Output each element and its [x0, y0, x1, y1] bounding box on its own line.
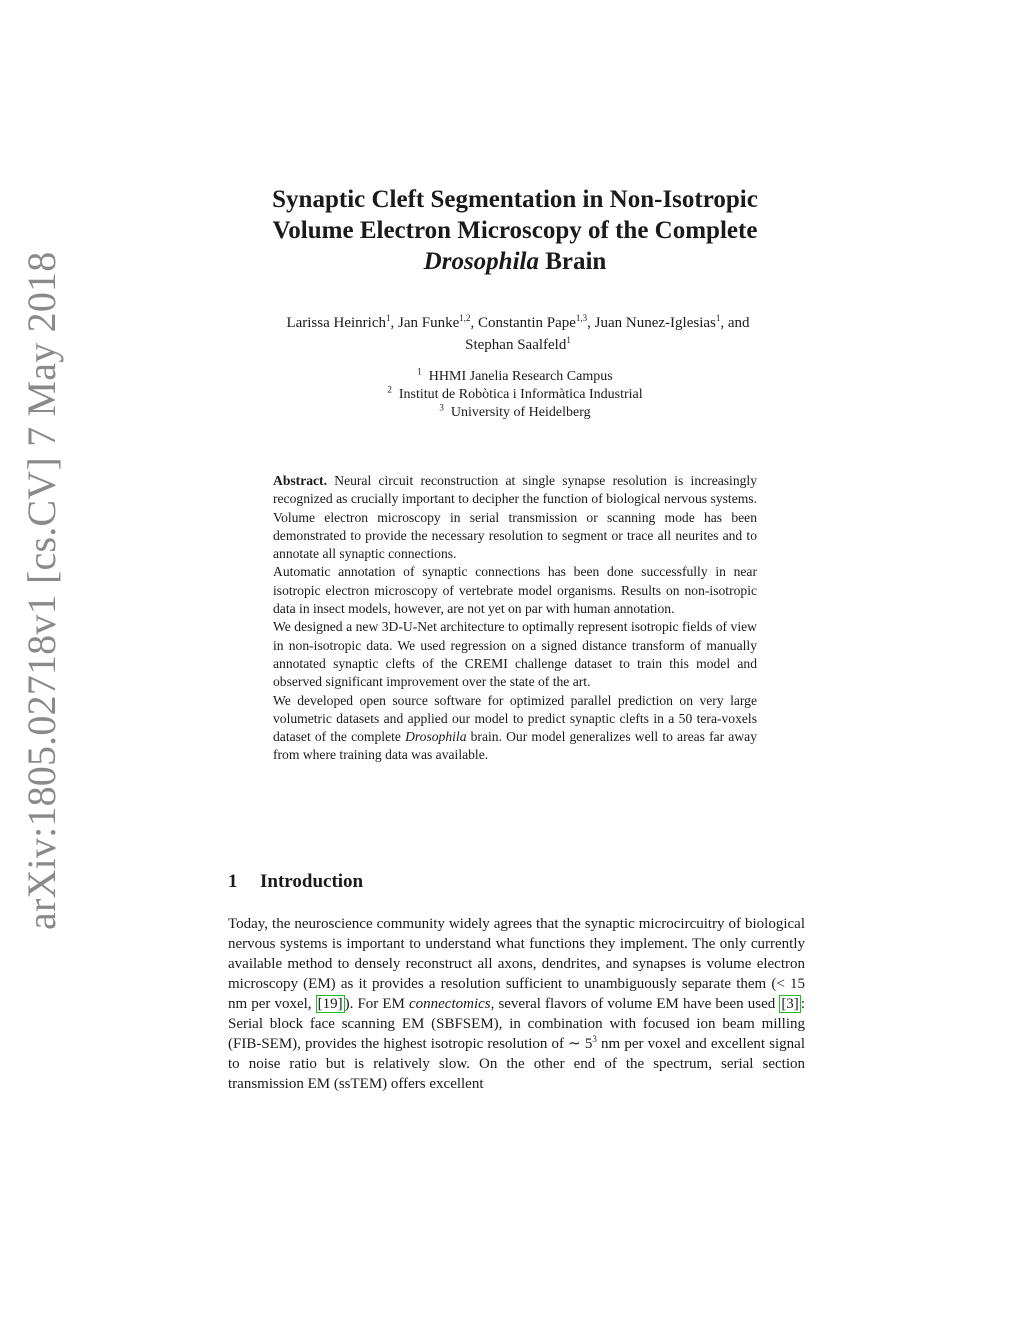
author-list: [218, 312, 818, 356]
section-number: 1: [228, 871, 238, 892]
abstract-label: Abstract.: [273, 473, 327, 488]
intro-body: [228, 914, 805, 1094]
author-name: , Jan Funke: [390, 315, 460, 331]
affiliation-name: Institut de Robòtica i Informàtica Industrial: [398, 387, 643, 402]
affiliation-number: 2: [387, 384, 392, 395]
author-name: Stephan Saalfeld: [465, 337, 567, 353]
title-line-1: Synaptic Cleft Segmentation in Non-Isotropic: [272, 186, 758, 213]
author-conjunction: , and: [720, 315, 750, 331]
intro-text: nm per voxel and excellent signal to noise ratio but is relatively slow. On the other end of the spectrum, serial section transmission EM (ssTEM) offers excellent: [228, 1036, 805, 1092]
abstract-species: Drosophila: [405, 729, 467, 745]
exponent: 3: [592, 1034, 597, 1044]
intro-text: , several flavors of volume EM have been used: [490, 996, 780, 1012]
affiliation: [300, 404, 730, 422]
intro-text: : Serial block face scanning EM (SBFSEM), in combination with focused ion beam milling (FIB-SEM), provides the highest isotropic resolution of ∼ 5: [228, 996, 805, 1052]
author-name: , Constantin Pape: [470, 315, 576, 331]
abstract-paragraph: [273, 692, 757, 765]
author-name: Larissa Heinrich: [286, 315, 386, 331]
intro-text: Today, the neuroscience community widely agrees that the synaptic microcircuitry of biological nervous systems is important to understand what functions they implement. The only currently available method to densely reconstruct all axons, dendrites, and synapses is volume electron microscopy (EM) as it provides a resolution sufficient to unambiguously separate them (< 15 nm per voxel,: [228, 916, 805, 1012]
title-line-3-rest: Brain: [538, 248, 607, 275]
author-affil-mark: 1,3: [575, 313, 588, 323]
abstract-paragraph: We designed a new 3D-U-Net architecture to optimally represent isotropic fields of view in non-isotropic data. We used regression on a signed distance transform of manually annotated synaptic clefts of the CREMI challenge dataset to train this model and observed significant improvement over the state of the art.: [273, 619, 757, 690]
affiliation-number: 1: [417, 366, 422, 377]
citation-link[interactable]: [19]: [317, 996, 343, 1012]
abstract: [273, 472, 757, 765]
author-affil-mark: 1,2: [459, 313, 471, 323]
section-heading: [228, 871, 808, 893]
affiliation-number: 3: [439, 402, 444, 413]
title-line-3: [200, 246, 830, 277]
arxiv-stamp: arXiv:1805.02718v1 [cs.CV] 7 May 2018: [19, 251, 64, 930]
abstract-text: brain. Our model generalizes well to areas far away from where training data was available.: [273, 729, 757, 763]
affiliation-name: HHMI Janelia Research Campus: [428, 369, 613, 384]
abstract-text: Neural circuit reconstruction at single synapse resolution is increasingly recognized as crucially important to decipher the function of biological nervous systems. Volume electron microscopy in serial transmission or scanning mode has been demonstrated to provide the necessary resolution to segment or trace all neurites and to annotate all synaptic connections.: [273, 473, 757, 562]
author-affil-mark: 1: [566, 335, 571, 345]
affiliation: [300, 386, 730, 404]
section-title: Introduction: [260, 871, 364, 892]
title-species: Drosophila: [423, 248, 539, 275]
affiliation: [300, 368, 730, 386]
intro-paragraph: [228, 914, 805, 1094]
intro-text: ). For EM: [344, 996, 409, 1012]
intro-emphasis: connectomics: [408, 996, 491, 1012]
author-name: , Juan Nunez-Iglesias: [587, 315, 716, 331]
author-affil-mark: 1: [715, 313, 721, 323]
abstract-text: We developed open source software for optimized parallel prediction on very large volumetric datasets and applied our model to predict synaptic clefts in a 50 tera-voxels dataset of the complete: [273, 692, 757, 745]
affiliation-list: [300, 368, 730, 422]
abstract-paragraph: [273, 472, 757, 563]
citation-link[interactable]: [3]: [781, 996, 799, 1012]
abstract-paragraph: Automatic annotation of synaptic connections has been done successfully in near isotropic electron microscopy of vertebrate model organisms. Results on non-isotropic data in insect models, however, are not yet on par with human annotation.: [273, 564, 757, 617]
affiliation-name: University of Heidelberg: [450, 405, 591, 420]
author-affil-mark: 1: [385, 313, 391, 323]
title-line-2: Volume Electron Microscopy of the Complete: [272, 217, 758, 244]
paper-title: [200, 184, 830, 277]
